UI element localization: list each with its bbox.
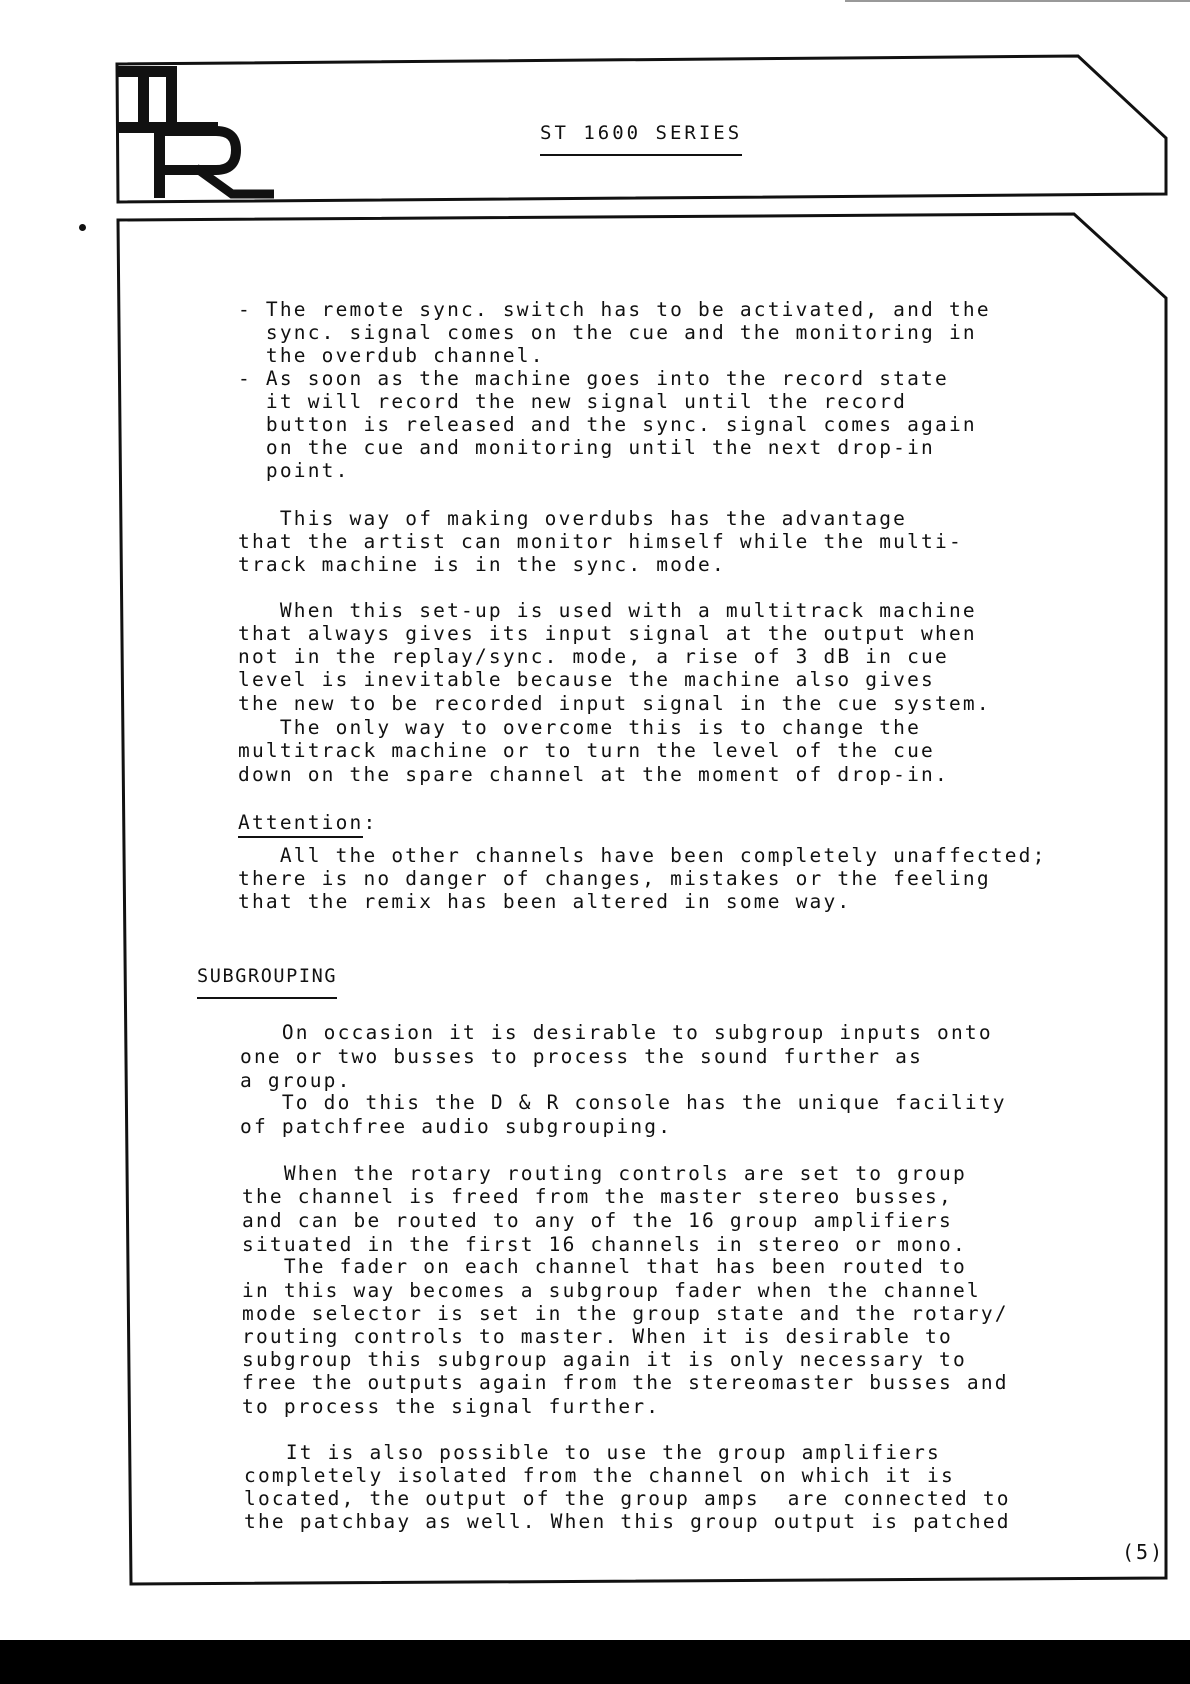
text-line: multitrack machine or to turn the level of the cue	[238, 739, 935, 762]
text-line: The only way to overcome this is to change the	[238, 716, 922, 739]
text-line: down on the spare channel at the moment of drop-in.	[238, 763, 949, 786]
series-title: ST 1600 SERIES	[540, 122, 742, 156]
text-line: there is no danger of changes, mistakes or the feeling	[238, 867, 991, 890]
text-line: that the remix has been altered in some way.	[238, 890, 852, 913]
section-heading-subgrouping: SUBGROUPING	[197, 966, 337, 999]
text-line: - As soon as the machine goes into the record state	[238, 367, 949, 390]
text-line: the overdub channel.	[238, 344, 545, 367]
text-line: To do this the D & R console has the unique facility	[240, 1091, 1007, 1114]
text-line: mode selector is set in the group state and the rotary/	[242, 1302, 1009, 1325]
text-line: track machine is in the sync. mode.	[238, 553, 726, 576]
text-line: point.	[238, 459, 350, 482]
text-line: the channel is freed from the master stereo busses,	[242, 1185, 953, 1208]
text-line: When the rotary routing controls are set to group	[242, 1162, 967, 1185]
text-line: completely isolated from the channel on which it is	[244, 1464, 955, 1487]
text-line: to process the signal further.	[242, 1395, 661, 1418]
text-line: routing controls to master. When it is desirable to	[242, 1325, 953, 1348]
text-line: subgroup this subgroup again it is only necessary to	[242, 1348, 967, 1371]
text-line: This way of making overdubs has the advantage	[238, 507, 908, 530]
text-line: located, the output of the group amps are connected to	[244, 1487, 1011, 1510]
scan-bottom-bar	[0, 1640, 1190, 1684]
text-line: situated in the first 16 channels in stereo or mono.	[242, 1233, 967, 1256]
attention-heading	[238, 813, 377, 833]
text-line: of patchfree audio subgrouping.	[240, 1115, 673, 1138]
text-line: On occasion it is desirable to subgroup inputs onto	[240, 1021, 993, 1044]
text-line: sync. signal comes on the cue and the monitoring in	[238, 321, 977, 344]
text-line: not in the replay/sync. mode, a rise of 3 dB in cue	[238, 645, 949, 668]
text-line: All the other channels have been completely unaffected;	[238, 844, 1047, 867]
text-line: on the cue and monitoring until the next drop-in	[238, 436, 935, 459]
text-line: button is released and the sync. signal comes again	[238, 413, 977, 436]
text-line: It is also possible to use the group amplifiers	[244, 1441, 941, 1464]
text-line: in this way becomes a subgroup fader when the channel	[242, 1279, 981, 1302]
text-line: that the artist can monitor himself while the multi-	[238, 530, 963, 553]
text-line: a group.	[240, 1069, 352, 1092]
text-line: and can be routed to any of the 16 group amplifiers	[242, 1209, 953, 1232]
attention-colon: :	[363, 811, 378, 834]
text-line: When this set-up is used with a multitrack machine	[238, 599, 977, 622]
attention-label: Attention	[238, 811, 363, 838]
text-line: one or two busses to process the sound further as	[240, 1045, 924, 1068]
text-line: the patchbay as well. When this group output is patched	[244, 1510, 1011, 1533]
text-line: - The remote sync. switch has to be activated, and the	[238, 298, 991, 321]
text-line: that always gives its input signal at the output when	[238, 622, 977, 645]
text-line: The fader on each channel that has been routed to	[242, 1255, 967, 1278]
text-line: it will record the new signal until the record	[238, 390, 908, 413]
text-line: free the outputs again from the stereomaster busses and	[242, 1371, 1009, 1394]
text-line: the new to be recorded input signal in the cue system.	[238, 692, 991, 715]
page-number: (5)	[1122, 1540, 1165, 1564]
text-line: level is inevitable because the machine also gives	[238, 668, 935, 691]
